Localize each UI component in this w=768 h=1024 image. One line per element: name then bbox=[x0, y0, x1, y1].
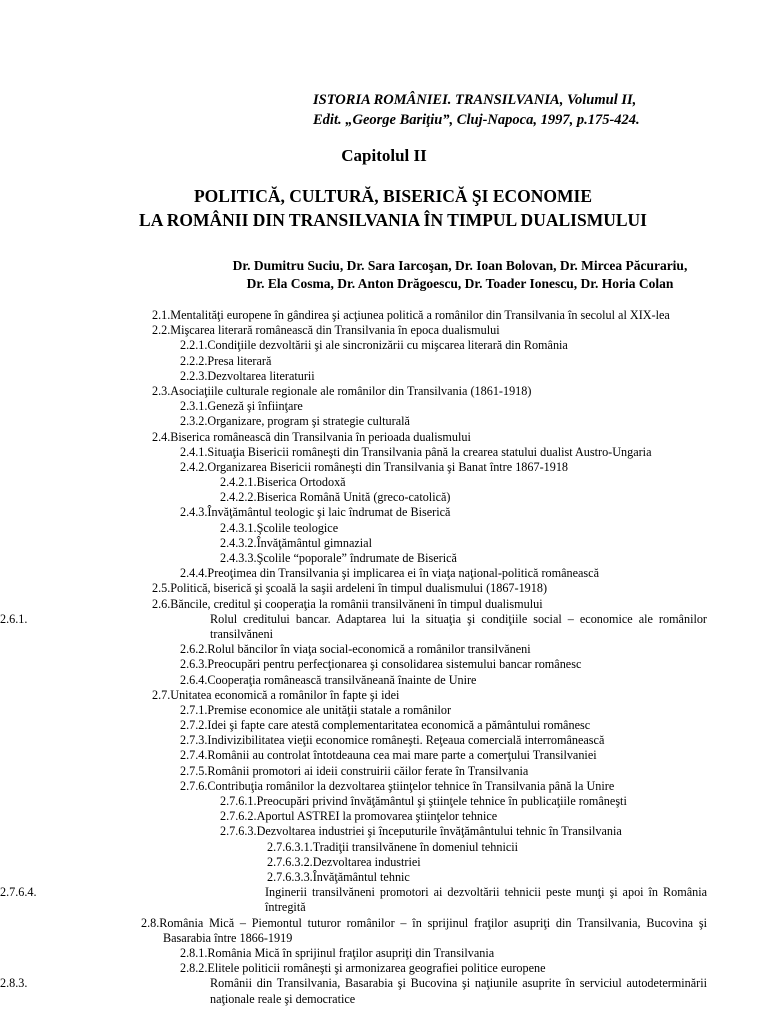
toc-entry-number: 2.7.6.2. bbox=[220, 809, 257, 824]
title-line-1: POLITICĂ, CULTURĂ, BISERICĂ ŞI ECONOMIE bbox=[193, 186, 593, 206]
toc-entry-title: Dezvoltarea industriei şi începuturile învăţământului tehnic în Transilvania bbox=[256, 824, 622, 839]
toc-entry bbox=[0, 688, 768, 703]
toc-entry-number: 2.8. bbox=[141, 915, 160, 930]
toc-entry bbox=[0, 475, 768, 490]
title-line-2: LA ROMÂNII DIN TRANSILVANIA ÎN TIMPUL DUALISMULUI bbox=[139, 210, 647, 230]
toc-entry-number: 2.2. bbox=[152, 323, 171, 338]
source-line-2: Edit. „George Bariţiu”, Cluj-Napoca, 1997, p.175-424. bbox=[313, 112, 640, 128]
toc-entry bbox=[0, 946, 768, 961]
toc-entry-number: 2.4.3.1. bbox=[220, 520, 257, 535]
toc-entry-title: Preocupări privind învăţământul şi ştiinţele tehnice în publicaţiile româneşti bbox=[256, 794, 627, 809]
toc-entry-number: 2.7. bbox=[152, 687, 171, 702]
toc-entry-number: 2.8.3. bbox=[0, 976, 28, 991]
toc-entry bbox=[0, 855, 768, 870]
authors-list bbox=[150, 257, 768, 293]
chapter-title bbox=[0, 184, 768, 232]
toc-entry-title: Cooperaţia românească transilvăneană înainte de Unire bbox=[207, 672, 477, 687]
toc-entry-number: 2.6.3. bbox=[180, 657, 208, 672]
toc-entry-number: 2.7.5. bbox=[180, 763, 208, 778]
toc-entry-title: Şcolile “poporale” îndrumate de Biserică bbox=[256, 551, 457, 565]
toc-entry bbox=[0, 445, 768, 460]
toc-entry-title: Organizarea Bisericii româneşti din Transilvania şi Banat între 1867-1918 bbox=[207, 459, 569, 474]
toc-entry-title: Mentalităţi europene în gândirea şi acţiunea politică a românilor din Transilvania în secolul al XIX-lea bbox=[170, 308, 670, 322]
toc-entry bbox=[0, 885, 707, 915]
toc-entry-title: Politică, biserică şi şcoală la saşii ardeleni în timpul dualismului (1867-1918) bbox=[170, 581, 547, 596]
source-line-1: ISTORIA ROMÂNIEI. TRANSILVANIA, Volumul II, bbox=[313, 92, 637, 108]
toc-entry bbox=[0, 566, 768, 581]
toc-entry-title: Românii promotori ai ideii construirii căilor ferate în Transilvania bbox=[207, 763, 529, 778]
toc-entry bbox=[0, 551, 768, 566]
toc-entry bbox=[0, 581, 768, 596]
toc-entry bbox=[0, 733, 768, 748]
toc-entry bbox=[0, 505, 768, 520]
table-of-contents bbox=[0, 308, 768, 1007]
toc-entry bbox=[0, 657, 768, 672]
toc-entry-title: Preocupări pentru perfecţionarea şi consolidarea sistemului bancar românesc bbox=[207, 657, 582, 672]
toc-entry-title: Idei şi fapte care atestă complementaritatea economică a pământului românesc bbox=[207, 718, 591, 733]
toc-entry-number: 2.4.3. bbox=[180, 505, 208, 520]
toc-entry-number: 2.4.2. bbox=[180, 459, 208, 474]
toc-entry-title: Situaţia Bisericii româneşti din Transilvania până la crearea statului dualist Austro-Ungaria bbox=[207, 444, 652, 459]
toc-entry-title: Condiţiile dezvoltării şi ale sincronizării cu mişcarea literară din România bbox=[207, 338, 568, 353]
toc-entry-title: Asociaţiile culturale regionale ale românilor din Transilvania (1861-1918) bbox=[170, 383, 532, 398]
toc-entry bbox=[0, 521, 768, 536]
toc-entry-number: 2.3.2. bbox=[180, 414, 208, 429]
toc-entry-title: Dezvoltarea industriei bbox=[312, 854, 421, 869]
toc-entry-title: Dezvoltarea literaturii bbox=[207, 368, 315, 383]
toc-entry-title: Biserica românească din Transilvania în perioada dualismului bbox=[170, 429, 471, 444]
toc-entry-title: Învăţământul tehnic bbox=[312, 869, 410, 884]
toc-entry bbox=[0, 748, 768, 763]
toc-entry-number: 2.7.6.3.1. bbox=[267, 839, 313, 854]
toc-entry-title: România Mică – Piemontul tuturor românilor – în sprijinul fraţilor asupriţi din Transilvania, Bucovina şi Basarabia între 1866-1919 bbox=[159, 915, 707, 945]
toc-entry-number: 2.2.3. bbox=[180, 368, 208, 383]
toc-entry-title: Mişcarea literară românească din Transilvania în epoca dualismului bbox=[170, 323, 500, 338]
toc-entry-number: 2.6.2. bbox=[180, 642, 208, 657]
toc-entry bbox=[0, 642, 768, 657]
toc-entry-title: Contribuţia românilor la dezvoltarea ştiinţelor tehnice în Transilvania până la Unire bbox=[207, 778, 615, 793]
toc-entry-number: 2.8.2. bbox=[180, 961, 208, 976]
toc-entry bbox=[0, 703, 768, 718]
toc-entry-title: Elitele politicii româneşti şi armonizarea geografiei politice europene bbox=[207, 961, 546, 976]
toc-entry bbox=[0, 718, 768, 733]
toc-entry-title: Învăţământul teologic şi laic îndrumat de Biserică bbox=[207, 505, 451, 520]
toc-entry-title: Biserica Română Unită (greco-catolică) bbox=[256, 490, 451, 505]
toc-entry-title: Premise economice ale unităţii statale a românilor bbox=[207, 702, 452, 717]
toc-entry-title: Şcolile teologice bbox=[256, 520, 339, 535]
toc-entry-number: 2.7.6. bbox=[180, 778, 208, 793]
toc-entry bbox=[0, 414, 768, 429]
toc-entry bbox=[0, 612, 707, 642]
toc-entry bbox=[0, 764, 768, 779]
toc-entry-title: Preoţimea din Transilvania şi implicarea ei în viaţa naţional-politică românească bbox=[207, 566, 599, 581]
toc-entry bbox=[0, 870, 768, 885]
toc-entry-number: 2.2.1. bbox=[180, 338, 208, 353]
toc-entry-title: Tradiţii transilvănene în domeniul tehnicii bbox=[312, 839, 519, 854]
toc-entry-title: Românii au controlat întotdeauna cea mai mare parte a comerţului Transilvaniei bbox=[207, 748, 597, 763]
toc-entry bbox=[0, 308, 768, 323]
toc-entry-number: 2.3. bbox=[152, 383, 171, 398]
toc-entry bbox=[0, 460, 768, 475]
source-citation bbox=[313, 90, 640, 130]
toc-entry bbox=[0, 976, 707, 1006]
toc-entry-number: 2.4.1. bbox=[180, 444, 208, 459]
toc-entry bbox=[0, 961, 768, 976]
toc-entry bbox=[0, 490, 768, 505]
toc-entry bbox=[0, 779, 768, 794]
toc-entry-title: Indivizibilitatea vieţii economice româneşti. Reţeaua comercială interromânească bbox=[207, 733, 605, 748]
toc-entry-number: 2.7.6.1. bbox=[220, 794, 257, 809]
toc-entry-title: Învăţământul gimnazial bbox=[256, 535, 372, 550]
toc-entry-number: 2.7.4. bbox=[180, 748, 208, 763]
toc-entry-number: 2.7.6.3.2. bbox=[267, 854, 313, 869]
chapter-heading: Capitolul II bbox=[341, 146, 427, 165]
authors-line-1: Dr. Dumitru Suciu, Dr. Sara Iarcoşan, Dr. Ioan Bolovan, Dr. Mircea Păcurariu, bbox=[232, 258, 688, 273]
toc-entry bbox=[0, 809, 768, 824]
toc-entry-number: 2.4.4. bbox=[180, 566, 208, 581]
toc-entry-number: 2.6.1. bbox=[0, 611, 28, 626]
toc-entry-number: 2.3.1. bbox=[180, 399, 208, 414]
toc-entry bbox=[0, 824, 768, 839]
toc-entry-title: Rolul creditului bancar. Adaptarea lui la situaţia şi condiţiile social – economice ale românilor transilvăneni bbox=[210, 611, 707, 641]
toc-entry-number: 2.8.1. bbox=[180, 945, 208, 960]
toc-entry-title: Aportul ASTREI la promovarea ştiinţelor tehnice bbox=[256, 809, 498, 824]
toc-entry bbox=[0, 354, 768, 369]
toc-entry-title: Românii din Transilvania, Basarabia şi Bucovina şi naţiunile asuprite în serviciul autodeterminării naţionale reale şi democratice bbox=[210, 976, 707, 1006]
toc-entry bbox=[0, 673, 768, 688]
toc-entry bbox=[0, 536, 768, 551]
toc-entry bbox=[0, 916, 707, 946]
toc-entry-number: 2.5. bbox=[152, 581, 171, 596]
toc-entry bbox=[0, 399, 768, 414]
toc-entry bbox=[0, 597, 768, 612]
toc-entry bbox=[0, 369, 768, 384]
toc-entry bbox=[0, 430, 768, 445]
toc-entry-title: Biserica Ortodoxă bbox=[256, 475, 346, 490]
toc-entry-number: 2.4.3.2. bbox=[220, 535, 257, 550]
toc-entry-number: 2.4.2.2. bbox=[220, 490, 257, 505]
toc-entry-title: România Mică în sprijinul fraţilor asupriţi din Transilvania bbox=[207, 945, 495, 960]
toc-entry bbox=[0, 840, 768, 855]
toc-entry-number: 2.7.6.3.3. bbox=[267, 869, 313, 884]
toc-entry-number: 2.4.3.3. bbox=[220, 551, 257, 565]
toc-entry-number: 2.6.4. bbox=[180, 672, 208, 687]
toc-entry-title: Băncile, creditul şi cooperaţia la românii transilvăneni în timpul dualismului bbox=[170, 596, 543, 611]
toc-entry-number: 2.4. bbox=[152, 429, 171, 444]
toc-entry-title: Geneză şi înfiinţare bbox=[207, 399, 303, 414]
toc-entry-number: 2.7.1. bbox=[180, 702, 208, 717]
toc-entry-number: 2.7.6.3. bbox=[220, 824, 257, 839]
toc-entry-number: 2.7.6.4. bbox=[0, 885, 37, 900]
toc-entry bbox=[0, 794, 768, 809]
toc-entry-title: Unitatea economică a românilor în fapte şi idei bbox=[170, 687, 400, 702]
authors-line-2: Dr. Ela Cosma, Dr. Anton Drăgoescu, Dr. Toader Ionescu, Dr. Horia Colan bbox=[246, 276, 674, 291]
toc-entry-title: Organizare, program şi strategie culturală bbox=[207, 414, 410, 429]
toc-entry-number: 2.1. bbox=[152, 308, 171, 322]
toc-entry bbox=[0, 323, 768, 338]
toc-entry-title: Rolul băncilor în viaţa social-economică a românilor transilvăneni bbox=[207, 642, 531, 657]
toc-entry bbox=[0, 338, 768, 353]
toc-entry-number: 2.7.3. bbox=[180, 733, 208, 748]
toc-entry-number: 2.7.2. bbox=[180, 718, 208, 733]
toc-entry-number: 2.2.2. bbox=[180, 353, 208, 368]
toc-entry-number: 2.4.2.1. bbox=[220, 475, 257, 490]
toc-entry bbox=[0, 384, 768, 399]
toc-entry-title: Presa literară bbox=[207, 353, 272, 368]
toc-entry-number: 2.6. bbox=[152, 596, 171, 611]
toc-entry-title: Inginerii transilvăneni promotori ai dezvoltării tehnicii peste munţi şi apoi în România întregită bbox=[265, 885, 707, 915]
